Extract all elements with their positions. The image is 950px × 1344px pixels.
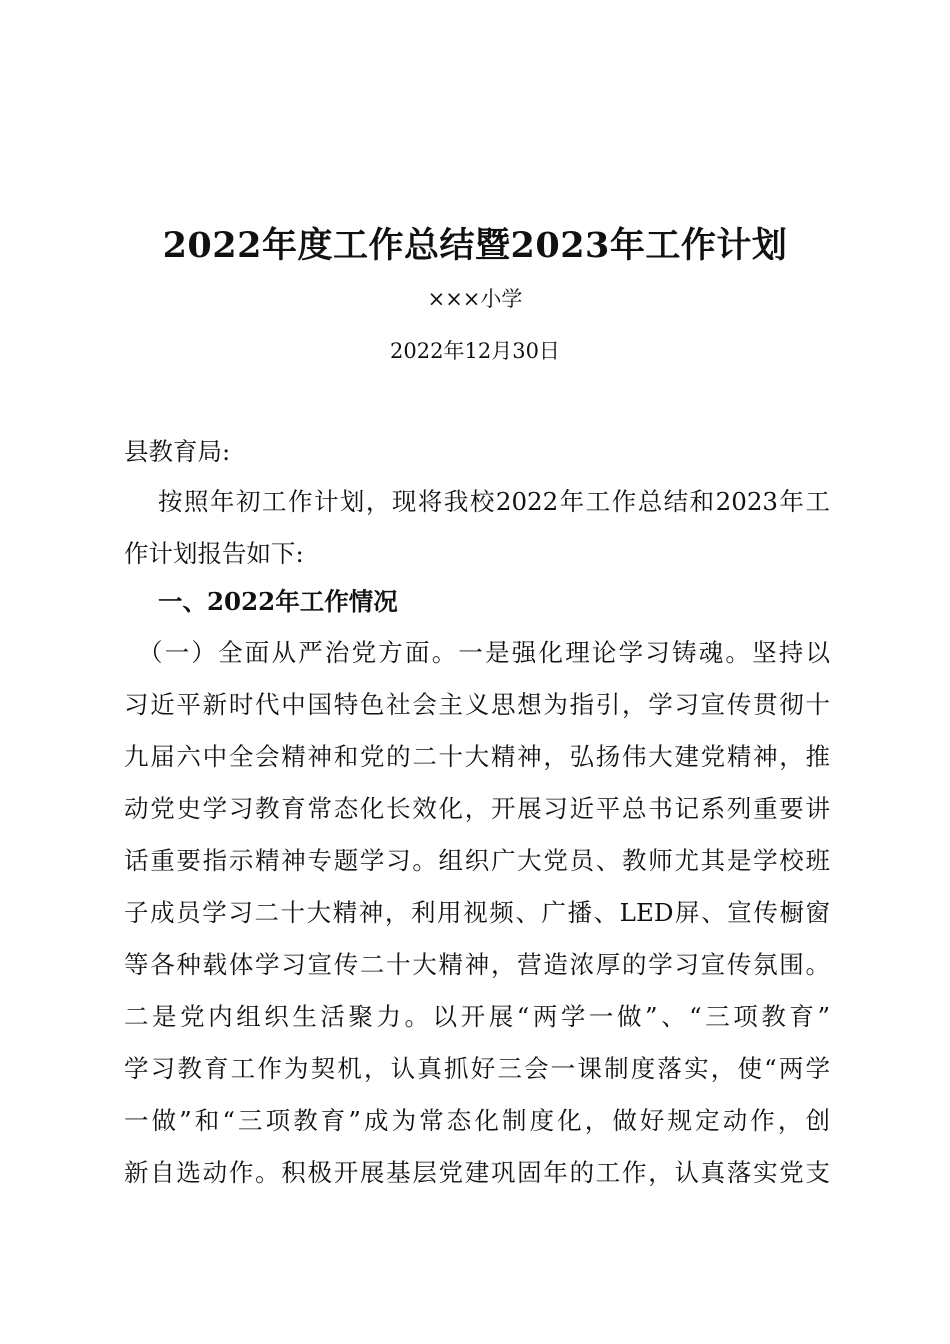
document-title: 2022年度工作总结暨2023年工作计划 [162,225,788,266]
body-line: 新自选动作。积极开展基层党建巩固年的工作，认真落实党支 [124,1158,830,1187]
body-line: 九届六中全会精神和党的二十大精神，弘扬伟大建党精神，推 [124,742,830,771]
body-line: 等各种载体学习宣传二十大精神，营造浓厚的学习宣传氛围。 [124,950,830,979]
body-line: （一）全面从严治党方面。一是强化理论学习铸魂。坚持以 [138,638,830,667]
intro-line: 作计划报告如下: [124,539,304,568]
intro-line: 按照年初工作计划，现将我校2022年工作总结和2023年工 [158,487,830,516]
document-author: ×××小学 [427,287,523,311]
addressee: 县教育局: [124,437,231,466]
body-line: 动党史学习教育常态化长效化，开展习近平总书记系列重要讲 [124,794,830,823]
body-line: 二是党内组织生活聚力。以开展“两学一做”、“三项教育” [124,1002,830,1031]
body-line: 子成员学习二十大精神，利用视频、广播、LED屏、宣传橱窗 [124,898,830,927]
body-line: 习近平新时代中国特色社会主义思想为指引，学习宣传贯彻十 [124,690,830,719]
body-line: 一做”和“三项教育”成为常态化制度化，做好规定动作，创 [124,1106,830,1135]
body-line: 话重要指示精神专题学习。组织广大党员、教师尤其是学校班 [124,846,830,875]
section-heading: 一、2022年工作情况 [158,587,398,616]
body-line: 学习教育工作为契机，认真抓好三会一课制度落实，使“两学 [124,1054,830,1083]
document-date: 2022年12月30日 [390,339,560,363]
